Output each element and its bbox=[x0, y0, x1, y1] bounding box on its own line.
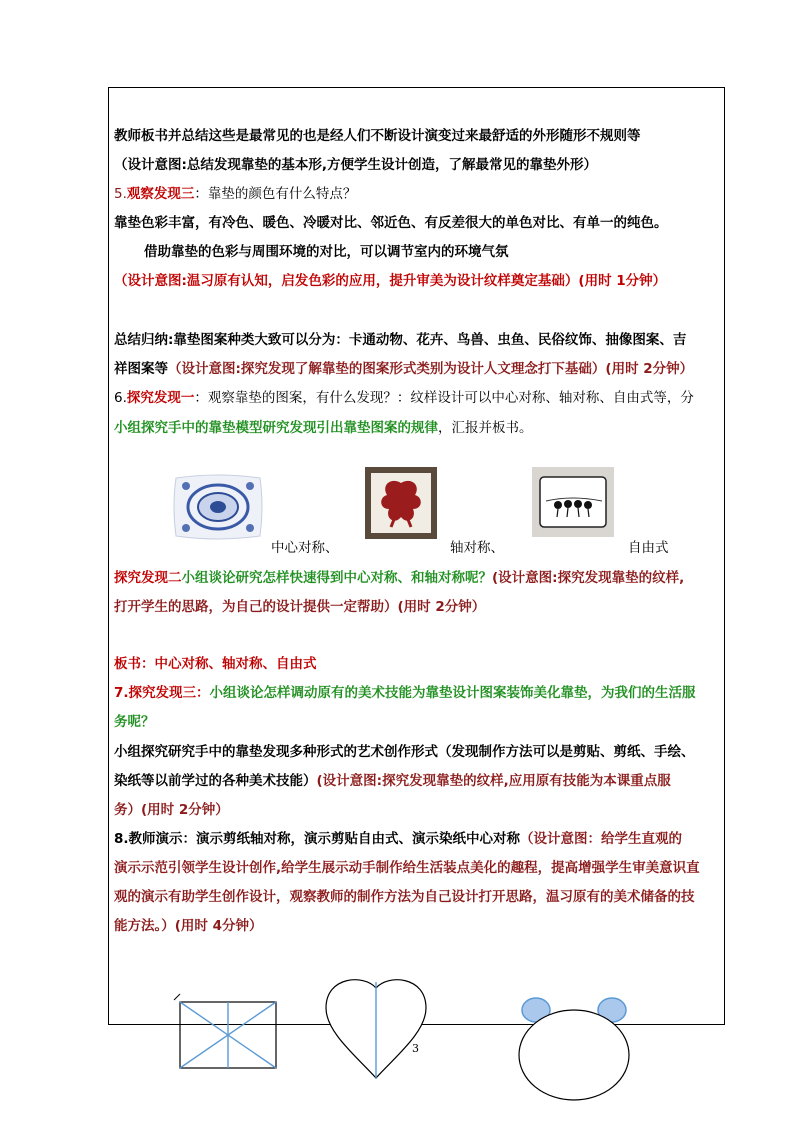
line-9-text: ：观察靠垫的图案，有什么发现？：纹样设计可以中心对称、轴对称、自由式等，分 bbox=[194, 390, 694, 406]
line-22: 能方法。）(用时 4分钟） bbox=[114, 918, 263, 934]
bear-face-shape bbox=[512, 993, 637, 1103]
line-19-intent: （设计意图：给学生直观的 bbox=[520, 831, 683, 847]
cushion-free-style-image bbox=[532, 467, 614, 537]
line-3-heading: 观察发现三 bbox=[126, 186, 195, 202]
line-21: 观的演示有助学生创作设计，观察教师的制作方法为自己设计打开思路，温习原有的美术储备的技 bbox=[114, 889, 695, 905]
line-11-green: 小组谈论研究怎样快速得到中心对称、和轴对称呢？ bbox=[181, 570, 492, 586]
line-14-heading: 7.探究发现三： bbox=[114, 685, 210, 701]
line-19-text: 8.教师演示：演示剪纸轴对称，演示剪贴自由式、演示染纸中心对称 bbox=[114, 831, 521, 847]
line-3-number: 5. bbox=[114, 186, 127, 202]
line-16: 小组探究研究手中的靠垫发现多种形式的艺术创作形式（发现制作方法可以是剪贴、剪纸、手绘、 bbox=[114, 744, 695, 760]
line-20: 演示示范引领学生设计创作,给学生展示动手制作给生活装点美化的趣程，提高增强学生审美意识直 bbox=[114, 860, 700, 876]
heart-fold-diagram bbox=[322, 972, 432, 1082]
line-17 bbox=[114, 771, 714, 791]
line-19 bbox=[114, 829, 714, 849]
line-15: 务呢？ bbox=[114, 714, 155, 730]
line-9-number: 6. bbox=[114, 390, 127, 406]
caption-axis-symmetry: 轴对称、 bbox=[450, 540, 504, 556]
page-number: 3 bbox=[412, 1042, 419, 1055]
cushion-center-symmetry-image bbox=[172, 472, 264, 542]
caption-free-style: 自由式 bbox=[628, 540, 669, 556]
line-18: 务）(用时 2分钟） bbox=[114, 802, 229, 818]
line-7: 总结归纳:靠垫图案种类大致可以分为：卡通动物、花卉、鸟兽、虫鱼、民俗纹饰、抽像图案、吉 bbox=[114, 332, 687, 348]
line-11-heading: 探究发现二 bbox=[114, 570, 182, 586]
line-3 bbox=[114, 184, 714, 204]
line-11 bbox=[114, 568, 714, 588]
line-2: （设计意图:总结发现靠垫的基本形,方便学生设计创造，了解最常见的靠垫外形） bbox=[114, 157, 598, 173]
line-17-text: 染纸等以前学过的各种美术技能） bbox=[114, 773, 317, 789]
line-10-text: ，汇报并板书。 bbox=[438, 420, 533, 436]
line-8-intent: （设计意图:探究发现了解靠垫的图案形式类别为设计人文理念打下基础）(用时 2分钟） bbox=[168, 361, 694, 377]
line-6: （设计意图:温习原有认知，启发色彩的应用，提升审美为设计纹样奠定基础）(用时 1分钟） bbox=[114, 273, 667, 289]
line-12: 打开学生的思路，为自己的设计提供一定帮助）(用时 2分钟） bbox=[114, 599, 486, 615]
line-9 bbox=[114, 388, 714, 408]
line-8 bbox=[114, 359, 714, 379]
line-9-heading: 探究发现一 bbox=[126, 390, 195, 406]
line-10-green: 小组探究手中的靠垫模型研究发现引出靠垫图案的规律 bbox=[114, 420, 438, 436]
line-5: 借助靠垫的色彩与周围环境的对比，可以调节室内的环境气氛 bbox=[144, 244, 509, 260]
line-13: 板书：中心对称、轴对称、自由式 bbox=[114, 656, 317, 672]
caption-center-symmetry: 中心对称、 bbox=[271, 540, 339, 556]
line-3-text: ：靠垫的颜色有什么特点？ bbox=[194, 186, 357, 202]
cushion-axis-symmetry-image bbox=[365, 467, 437, 539]
line-14 bbox=[114, 683, 714, 703]
line-4: 靠垫色彩丰富，有冷色、暖色、冷暖对比、邻近色、有反差很大的单色对比、有单一的纯色。 bbox=[114, 215, 668, 231]
line-17-intent: (设计意图:探究发现靠垫的纹样,应用原有技能为本课重点服 bbox=[316, 773, 671, 789]
line-1: 教师板书并总结这些是最常见的也是经人们不断设计演变过来最舒适的外形随形不规则等 bbox=[114, 128, 641, 144]
line-10 bbox=[114, 418, 714, 438]
line-14-green: 小组谈论怎样调动原有的美术技能为靠垫设计图案装饰美化靠垫，为我们的生活服 bbox=[209, 685, 696, 701]
line-8-text: 祥图案等 bbox=[114, 361, 168, 377]
square-fold-diagram bbox=[170, 990, 290, 1072]
line-11-intent: (设计意图:探究发现靠垫的纹样, bbox=[492, 570, 685, 586]
